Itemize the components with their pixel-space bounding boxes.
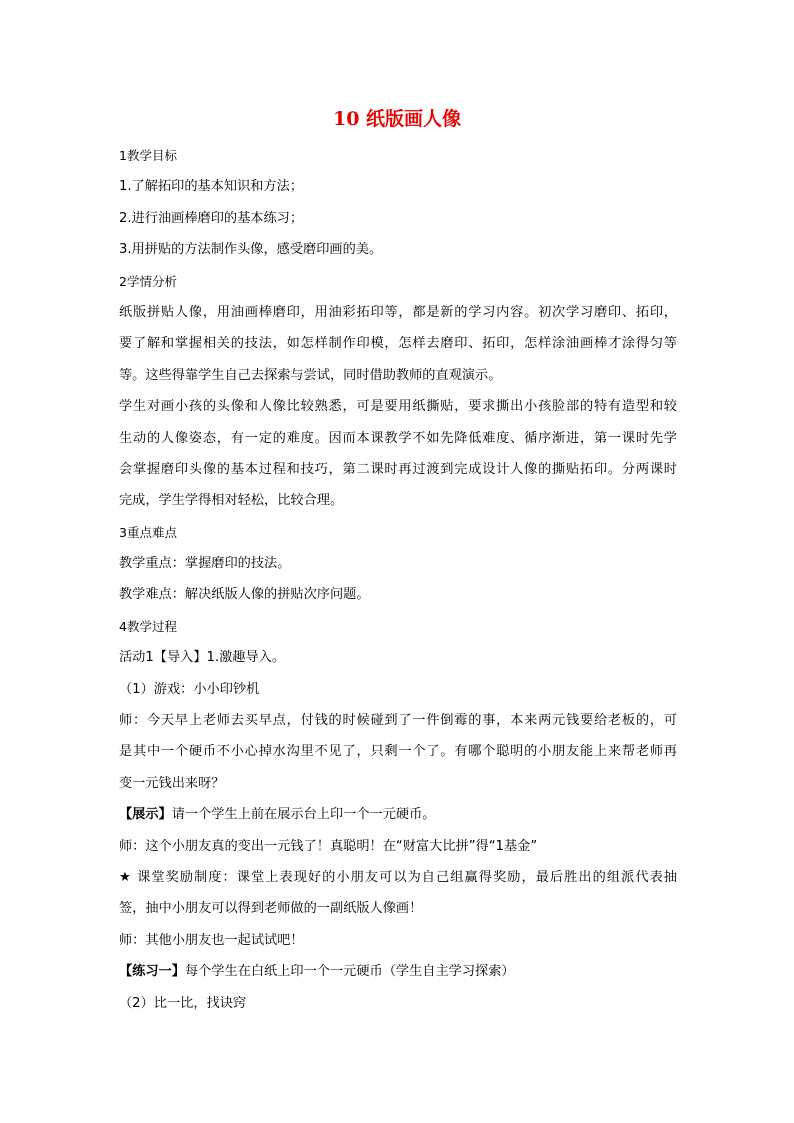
- paragraph-line: 要了解和掌握相关的技法，如怎样制作印模，怎样去磨印、拓印，怎样涂油画棒才涂得匀等: [119, 336, 677, 352]
- paragraph-line: 师：其他小朋友也一起试试吧！: [119, 932, 304, 948]
- show-line: [119, 805, 677, 836]
- activity-line: 活动1【导入】1.激趣导入。: [119, 650, 286, 666]
- paragraph-line: 纸版拼贴人像，用油画棒磨印，用油彩拓印等，都是新的学习内容。初次学习磨印、拓印，: [119, 304, 677, 320]
- paragraph-line: 生动的人像姿态，有一定的难度。因而本课教学不如先降低难度、循序渐进，第一课时先学: [119, 430, 677, 446]
- paragraph-line: ★ 课堂奖励制度：课堂上表现好的小朋友可以为自己组赢得奖励，最后胜出的组派代表抽: [119, 869, 677, 885]
- list-item: 1.了解拓印的基本知识和方法；: [119, 179, 304, 195]
- document-body: [119, 146, 677, 1025]
- sub-heading: （1）游戏：小小印钞机: [119, 681, 260, 697]
- paragraph-line: 变一元钱出来呀？: [119, 775, 225, 791]
- paragraph-line: 学生对画小孩的头像和人像比较熟悉，可是要用纸撕贴，要求撕出小孩脸部的特有造型和较: [119, 399, 677, 415]
- show-tag: 【展示】: [119, 807, 172, 823]
- paragraph-line: 师：今天早上老师去买早点，付钱的时候碰到了一件倒霉的事，本来两元钱要给老板的，可: [119, 713, 677, 729]
- section-heading: 2学情分析: [119, 273, 177, 289]
- section-heading: 4教学过程: [119, 618, 177, 634]
- paragraph-line: 等。这些得靠学生自己去探索与尝试，同时借助教师的直观演示。: [119, 367, 502, 383]
- paragraph-line: 完成，学生学得相对轻松，比较合理。: [119, 493, 344, 509]
- section-heading: 3重点难点: [119, 524, 177, 540]
- show-text: 请一个学生上前在展示台上印一个一元硬币。: [171, 807, 436, 823]
- practice-line: [119, 962, 677, 993]
- list-item: 教学难点：解决纸版人像的拼贴次序问题。: [119, 587, 370, 603]
- paragraph-line: 是其中一个硬币不小心掉水沟里不见了，只剩一个了。有哪个聪明的小朋友能上来帮老师再: [119, 744, 677, 760]
- paragraph-line: 会掌握磨印头像的基本过程和技巧，第二课时再过渡到完成设计人像的撕贴拓印。分两课时: [119, 461, 677, 477]
- paragraph-line: 签，抽中小朋友可以得到老师做的一副纸版人像画！: [119, 901, 423, 917]
- section-heading: 1教学目标: [119, 148, 177, 163]
- paragraph-line: 师：这个小朋友真的变出一元钱了！真聪明！在“财富大比拼”得“1基金”: [119, 838, 538, 854]
- practice-tag: 【练习一】: [119, 964, 185, 980]
- page-title: 10 纸版画人像: [332, 108, 462, 130]
- list-item: 3.用拼贴的方法制作头像，感受磨印画的美。: [119, 242, 383, 258]
- sub-heading: （2）比一比，找诀窍: [119, 995, 247, 1011]
- practice-text: 每个学生在白纸上印一个一元硬币（学生自主学习探索）: [184, 964, 515, 980]
- list-item: 教学重点：掌握磨印的技法。: [119, 556, 291, 572]
- list-item: 2.进行油画棒磨印的基本练习；: [119, 210, 304, 226]
